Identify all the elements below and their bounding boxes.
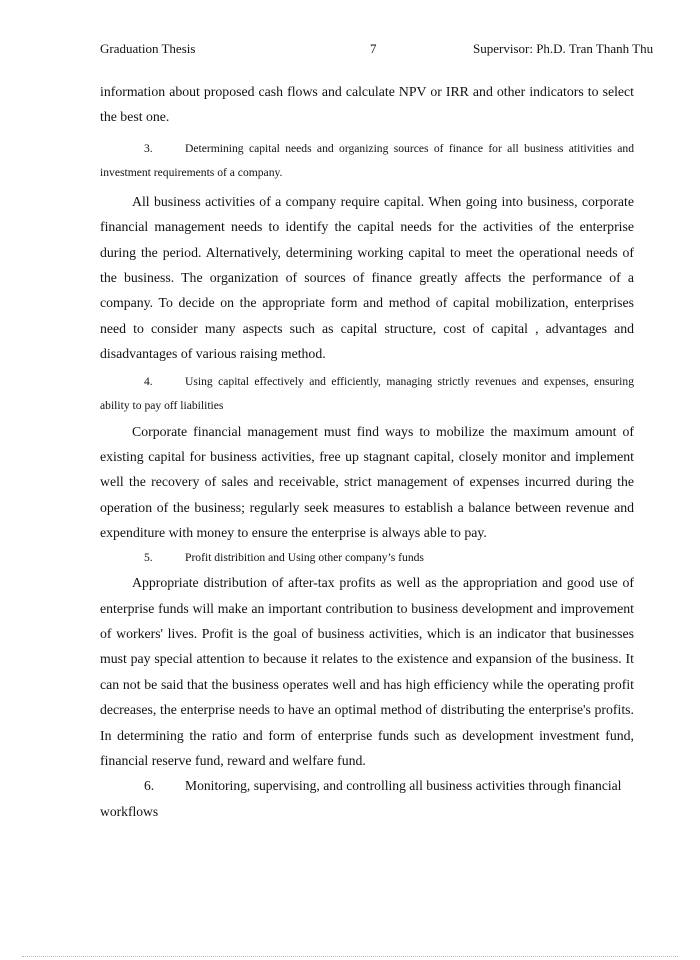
section-5-paragraph: Appropriate distribution of after-tax profits as well as the appropriation and good use of enterprise funds will make an important contribution to business development and improvement of workers' lives. Profit is the goal of business activities, which is an indicator that businesses must pay special attention to because it relates to the existence and expansion of the business. It can not be said that the business operates well and has high efficiency while the operating profit decreases, the enterprise needs to have an optimal method of distributing the enterprise's profits. In determining the ratio and form of enterprise funds such as development investment fund, financial reserve fund, reward and welfare fund. [100, 575, 634, 769]
page-bottom-divider [22, 956, 678, 957]
section-6-title: Monitoring, supervising, and controlling all business activities through financial workflows [100, 778, 622, 819]
header-thesis-label: Graduation Thesis [100, 41, 196, 56]
section-3-title: Determining capital needs and organizing sources of finance for all business atitivities and investment requirements of a company. [100, 141, 634, 180]
section-5-title: Profit distribition and Using other company’s funds [185, 550, 424, 564]
section-4-number: 4. [144, 374, 153, 388]
intro-paragraph: information about proposed cash flows and calculate NPV or IRR and other indicators to select the best one. [100, 84, 634, 125]
page-number: 7 [370, 41, 377, 56]
section-3-number: 3. [144, 141, 153, 155]
document-body [100, 79, 634, 824]
section-6-number: 6. [144, 778, 155, 794]
section-5-number: 5. [144, 550, 153, 564]
section-4-paragraph: Corporate financial management must find ways to mobilize the maximum amount of existing capital for business activities, free up stagnant capital, closely monitor and implement well the recovery of sales and receivable, strict management of expenses incurred during the operation of the business; regularly seek measures to establish a balance between revenue and expenditure with money to ensure the enterprise is always able to pay. [100, 423, 634, 541]
section-4-title: Using capital effectively and efficiently, managing strictly revenues and expenses, ensuring ability to pay off liabilities [100, 374, 634, 413]
section-3-paragraph: All business activities of a company require capital. When going into business, corporate financial management needs to identify the capital needs for the activities of the enterprise during the period. Alternatively, determining working capital to meet the operational needs of the business. The organization of sources of finance greatly affects the performance of a company. To decide on the appropriate form and method of capital mobilization, enterprises need to consider many aspects such as capital structure, cost of capital , advantages and disadvantages of various raising method. [100, 193, 634, 362]
section-5-heading [100, 546, 634, 571]
header-supervisor: Supervisor: Ph.D. Tran Thanh Thu [473, 41, 654, 56]
section-3-heading [100, 137, 634, 186]
section-4-heading [100, 370, 634, 419]
section-6-heading [100, 773, 634, 824]
